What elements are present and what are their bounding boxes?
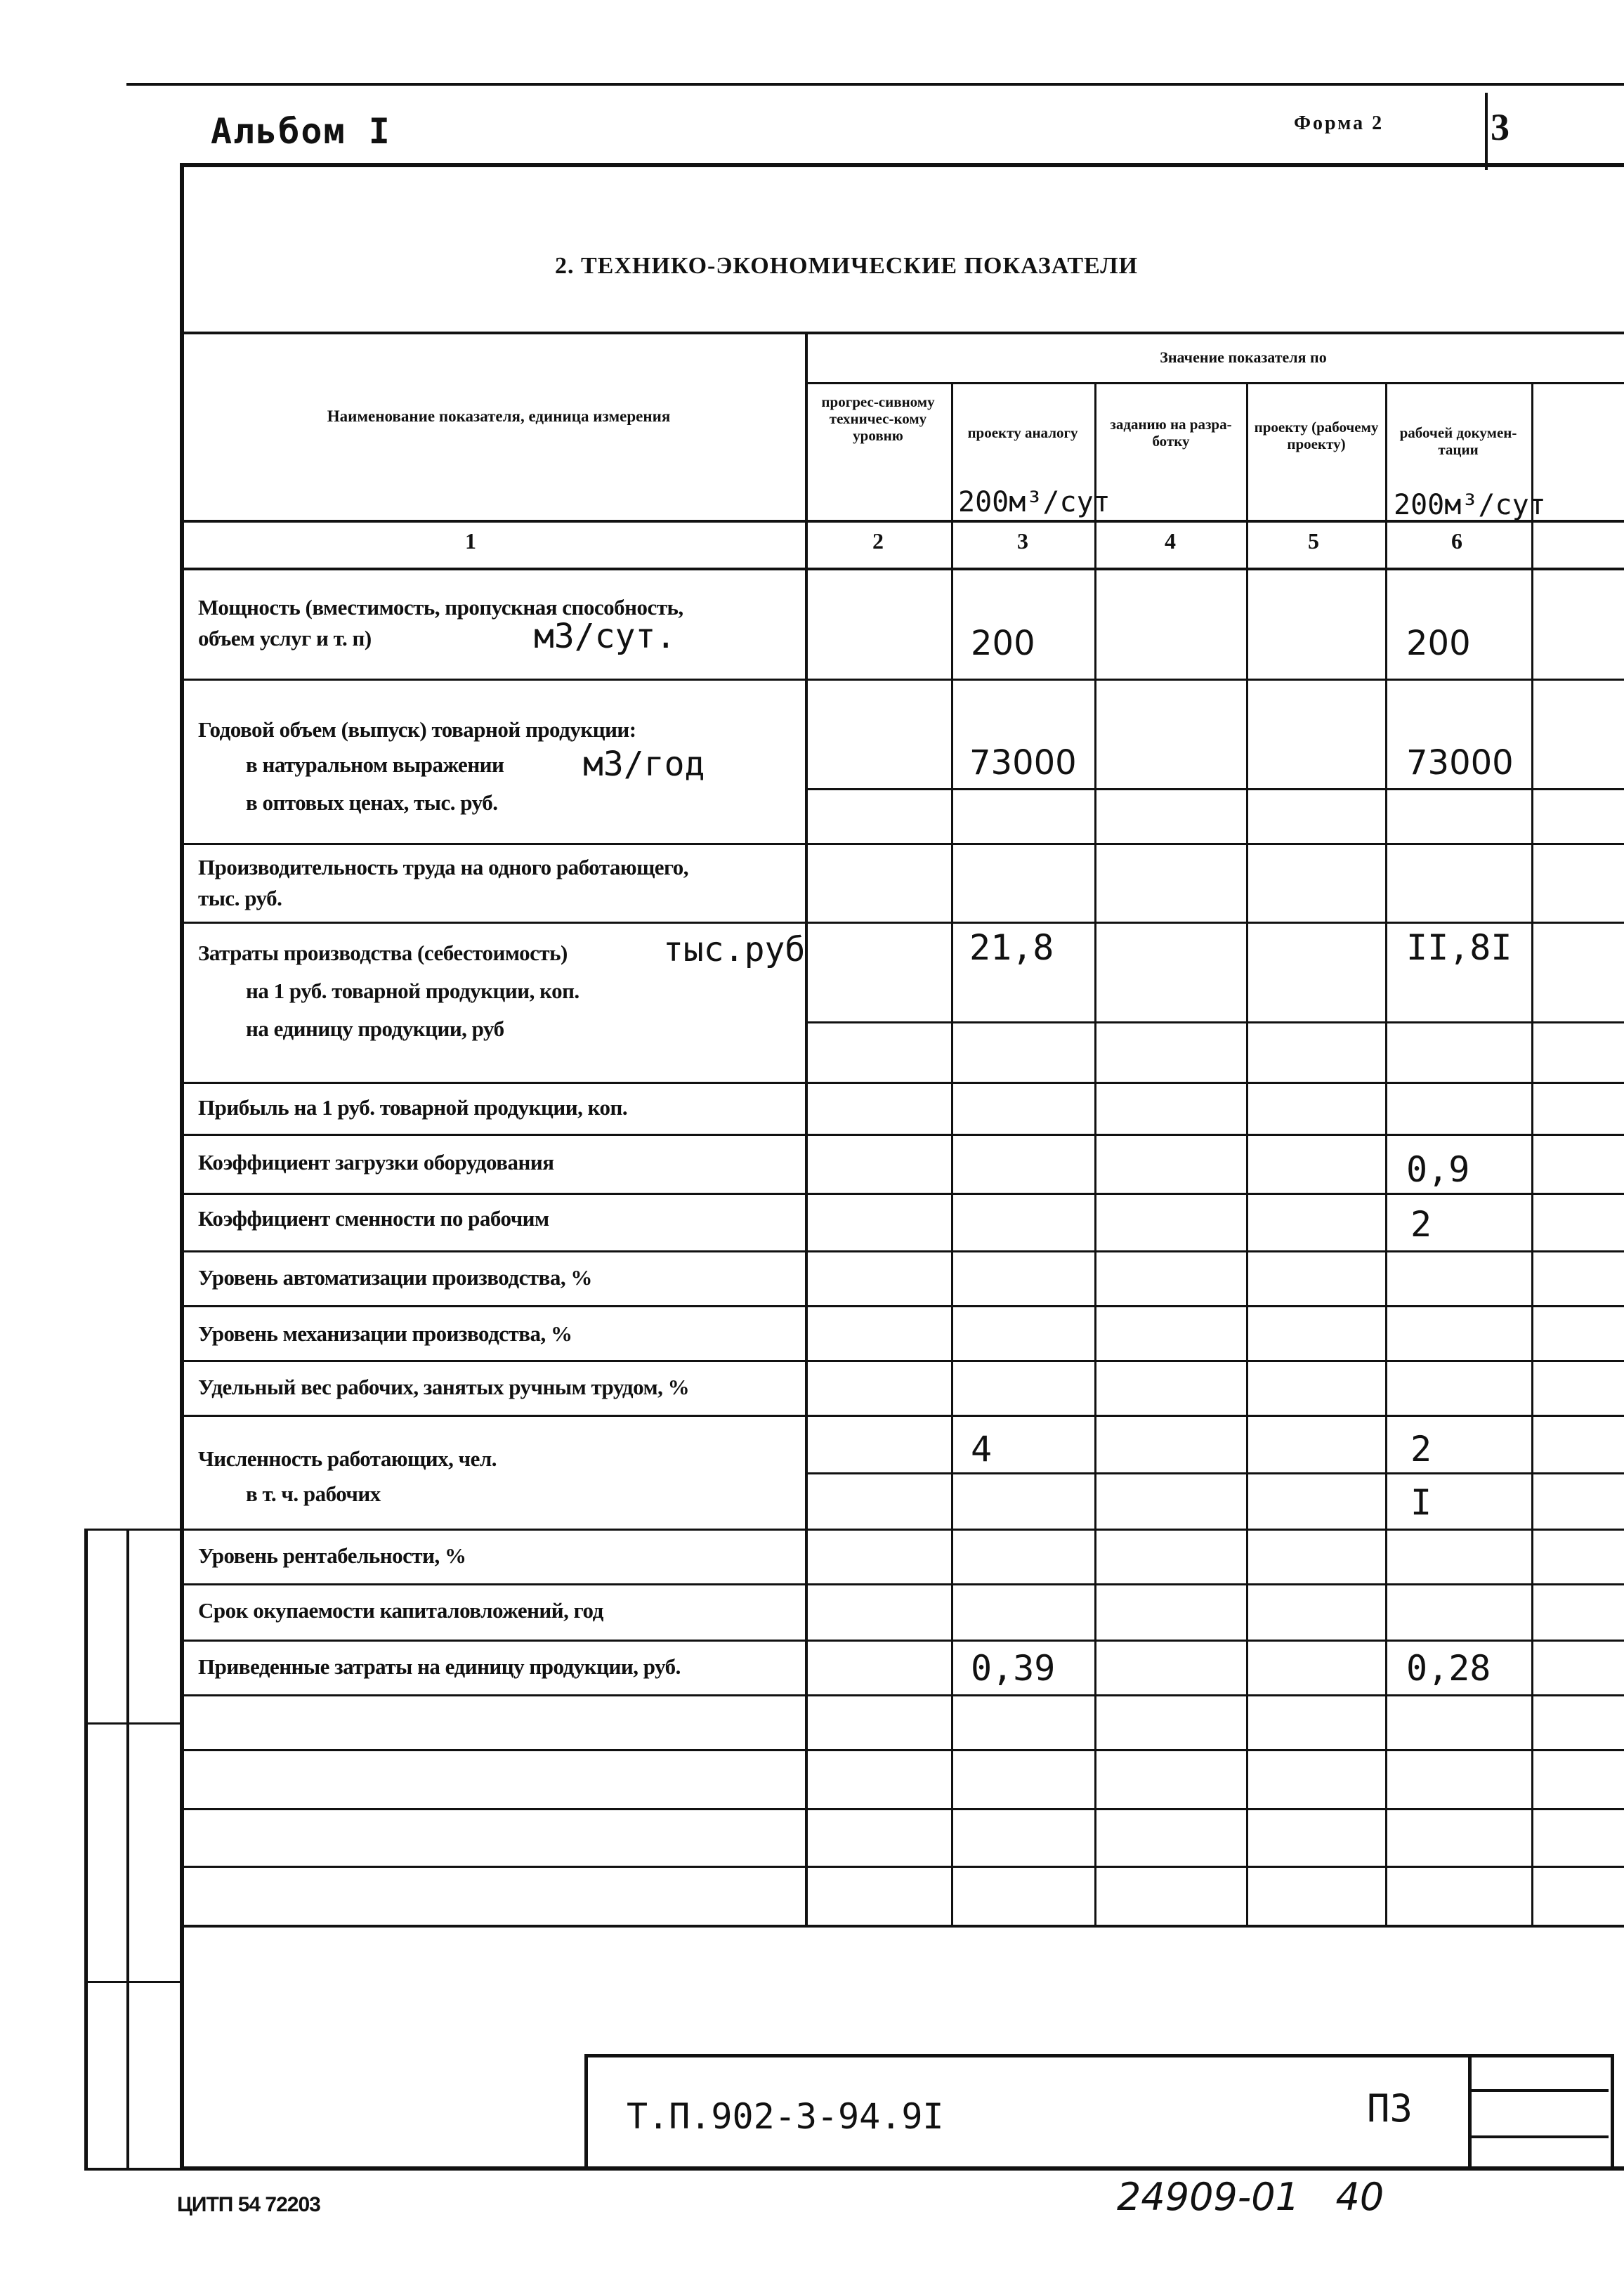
frame-top <box>181 163 1624 167</box>
row-productivity-line2: тыс. руб. <box>198 886 282 910</box>
row-reduced-costs-c3: 0,39 <box>971 1648 1056 1689</box>
frame-bottom <box>184 2166 1624 2171</box>
row-profit: Прибыль на 1 руб. товарной продукции, коп. <box>198 1095 628 1120</box>
col-num-6: 6 <box>1451 528 1462 554</box>
row-volume-line2: в натуральном выражении <box>246 752 504 777</box>
binding-strip-mid <box>126 1529 129 2171</box>
row-load-coef: Коэффициент загрузки оборудования <box>198 1150 554 1175</box>
row-costs-line2: на 1 руб. товарной продукции, коп. <box>246 979 579 1003</box>
row-mechanization: Уровень механизации производства, % <box>198 1321 572 1346</box>
row-staff-c3: 4 <box>971 1429 993 1470</box>
row-profitability: Уровень рентабельности, % <box>198 1543 466 1568</box>
row-volume-c3: 73000 <box>969 743 1077 783</box>
row-reduced-costs: Приведенные затраты на единицу продукции, руб. <box>198 1654 681 1679</box>
col-num-3: 3 <box>1017 528 1028 554</box>
col-num-5: 5 <box>1308 528 1319 554</box>
row-costs-line1: Затраты производства (себестоимость) <box>198 941 568 965</box>
row-staff-line1: Численность работающих, чел. <box>198 1446 497 1471</box>
frame-left <box>180 163 184 2171</box>
col-num-2: 2 <box>872 528 884 554</box>
doc-code: Т.П.902-3-94.9I <box>627 2096 944 2137</box>
row-volume-line3: в оптовых ценах, тыс. руб. <box>246 790 498 815</box>
header-col6: рабочей докумен-тации <box>1399 424 1517 459</box>
row-shift-coef-c6: 2 <box>1410 1204 1432 1245</box>
header-col4: заданию на разра-ботку <box>1110 416 1232 450</box>
top-rule <box>126 83 1624 86</box>
header-col3-note: 200м³/сут <box>958 486 1111 518</box>
row-power-c6: 200 <box>1406 624 1471 663</box>
handwritten-number: 24909-01 40 <box>1117 2175 1384 2219</box>
row-staff-c6a: 2 <box>1410 1429 1432 1470</box>
header-col6-note: 200м³/сут <box>1394 489 1546 521</box>
page-title: 2. ТЕХНИКО-ЭКОНОМИЧЕСКИЕ ПОКАЗАТЕЛИ <box>555 253 1139 279</box>
row-power-c3: 200 <box>971 624 1035 663</box>
row-volume-line1: Годовой объем (выпуск) товарной продукции: <box>198 717 636 742</box>
row-manual-labor: Удельный вес рабочих, занятых ручным трудом, % <box>198 1375 690 1399</box>
row-staff-c6b: I <box>1410 1482 1432 1523</box>
row-costs-c6: II,8I <box>1406 927 1512 968</box>
row-costs-line3: на единицу продукции, руб <box>246 1016 504 1041</box>
row-productivity-line1: Производительность труда на одного работающего, <box>198 855 689 879</box>
header-group: Значение показателя по <box>1160 348 1327 366</box>
page-number: 3 <box>1491 106 1510 148</box>
form-label: Форма 2 <box>1294 112 1384 134</box>
row-power-line1: Мощность (вместимость, пропускная способность, <box>198 595 683 620</box>
row-volume-unit: м3/год <box>583 745 705 784</box>
row-costs-c3: 21,8 <box>969 927 1054 968</box>
header-name-col: Наименование показателя, единица измерения <box>327 407 671 425</box>
row-load-coef-c6: 0,9 <box>1406 1149 1470 1190</box>
print-code: ЦИТП 54 72203 <box>177 2193 320 2216</box>
row-reduced-costs-c6: 0,28 <box>1406 1648 1491 1689</box>
row-costs-unit: тыс.руб <box>663 930 806 969</box>
header-col5: проекту (рабочему проекту) <box>1254 419 1379 453</box>
col-num-4: 4 <box>1165 528 1176 554</box>
sheet-code: П3 <box>1367 2086 1413 2131</box>
row-power-line2: объем услуг и т. п) <box>198 626 372 650</box>
header-col2: прогрес-сивному техничес-кому уровню <box>821 393 935 445</box>
row-volume-c6: 73000 <box>1406 743 1514 783</box>
row-power-unit: м3/сут. <box>534 617 676 656</box>
row-payback: Срок окупаемости капиталовложений, год <box>198 1598 603 1623</box>
col-num-1: 1 <box>465 528 476 554</box>
header-col3: проекту аналогу <box>967 424 1078 441</box>
album-label: Альбом I <box>211 111 391 152</box>
binding-strip-left <box>84 1529 88 2171</box>
row-staff-line2: в т. ч. рабочих <box>246 1481 381 1506</box>
row-automation: Уровень автоматизации производства, % <box>198 1265 592 1290</box>
row-shift-coef: Коэффициент сменности по рабочим <box>198 1206 549 1231</box>
